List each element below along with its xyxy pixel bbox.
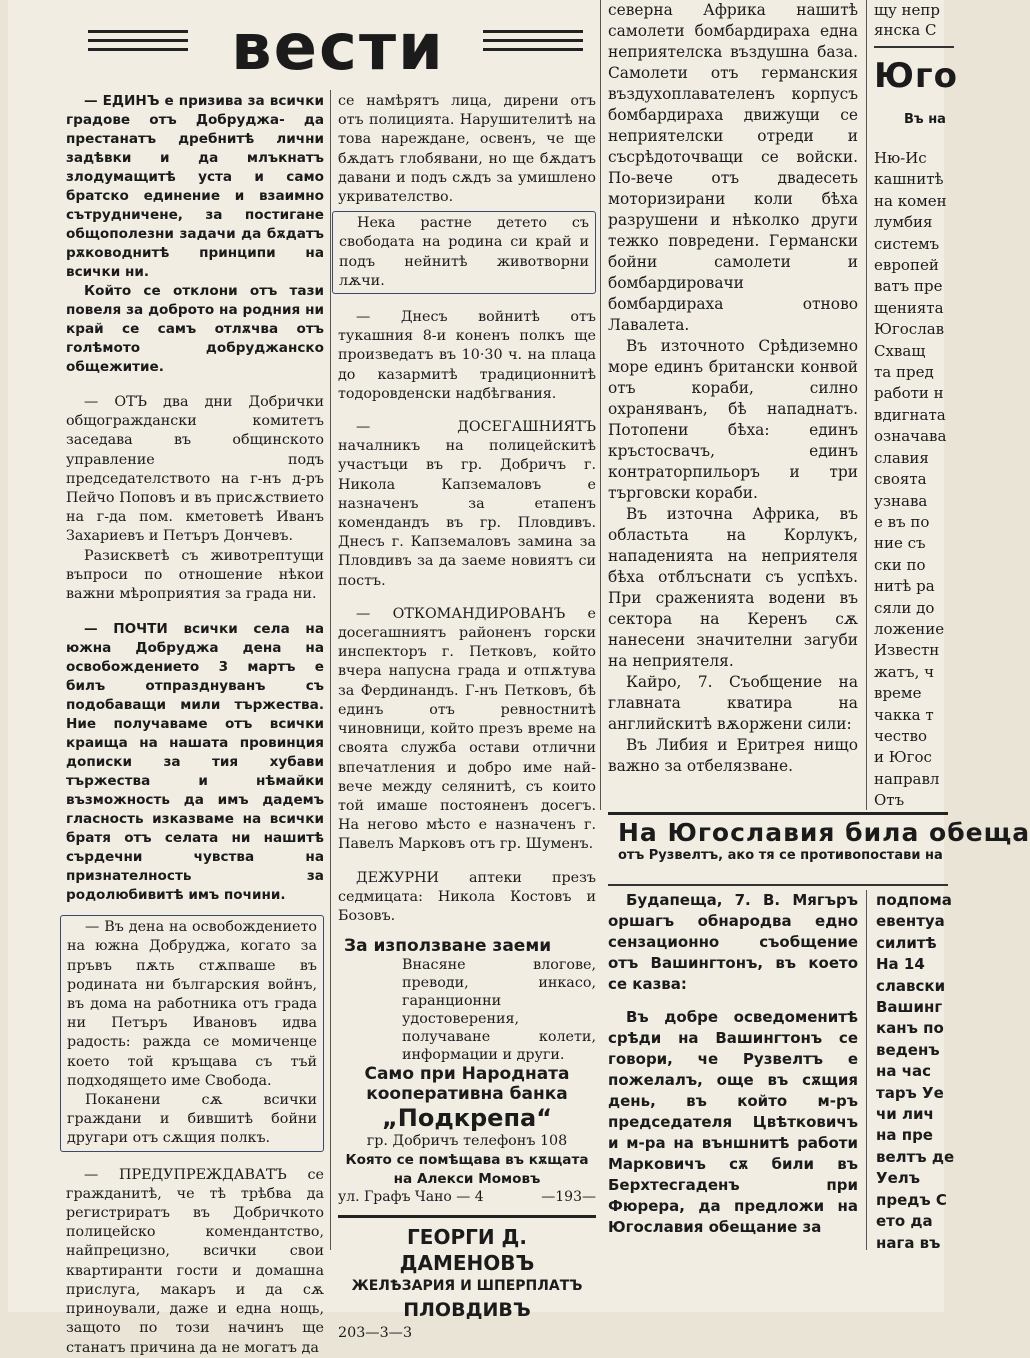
news-item-police-chief: — ДОСЕГАШНИЯТЪ началникъ на полицейскитѣ участъци въ гр. Добричъ г. Никола Капземаловъ е назначенъ за етапенъ комендандъ въ гр. Пловдивъ. Днесъ г. Капземаловъ замина за Пловдивъ за да заеме новиятъ си постъ. bbox=[338, 419, 596, 589]
col4-line: своята bbox=[874, 470, 927, 489]
col4-line: време bbox=[874, 684, 922, 703]
war-report-mediterranean: Въ източното Срѣдиземно море единъ британски конвой отъ кораби, силно охраняванъ, бѣ нападнатъ. Потопени бѣха: единъ кръстосвачъ, единъ контраторпильоръ и три търговски кораби. bbox=[608, 337, 858, 502]
masthead-title: вести bbox=[231, 11, 445, 85]
article-right-line: предъ С bbox=[876, 1190, 947, 1209]
col4-line: щенията bbox=[874, 298, 944, 317]
col4-top-1: щу непр bbox=[874, 1, 941, 19]
col4-rule bbox=[874, 46, 954, 48]
ad-damenov-trade: ЖЕЛѢЗАРИЯ И ШПЕРПЛАТЪ bbox=[351, 1278, 583, 1295]
news-item-svoboda: — Въ дена на освобождението на южна Добруджа, когато за пръвъ пѫть стѫпваше въ родината ни българския войнъ, въ дома на работника отъ града ни Петъръ Ивановъ идва радость: ражда се момиченце което той кръщава съ тъй подходящето име Свобода. bbox=[67, 919, 317, 1089]
article-headline: На Югославия била обеща bbox=[618, 818, 1030, 847]
article-right-line: славски bbox=[876, 976, 946, 995]
article-right-lines bbox=[876, 890, 954, 1254]
col4-lines bbox=[874, 148, 954, 812]
news-item-unity-2: Който се отклони отъ тази повеля за доброто на родния ни край се самъ отлѫчва отъ голѣмото добруджанско общежитие. bbox=[66, 283, 324, 375]
col4-line: системъ bbox=[874, 234, 940, 253]
article-right-line: веденъ bbox=[876, 1040, 940, 1059]
column-divider-2 bbox=[600, 0, 601, 810]
col4-line: славия bbox=[874, 448, 929, 467]
col4-line: на комен bbox=[874, 191, 947, 210]
ad-bank-location: Която се помѣщава въ кѫщата на Алекси Момовъ bbox=[345, 1152, 589, 1188]
col4-line: нитѣ ра bbox=[874, 577, 935, 596]
article-right-line: канъ по bbox=[876, 1019, 944, 1038]
news-item-svoboda-2: Поканени сѫ всички граждани и бившитѣ бойни другари отъ сѫщия полкъ. bbox=[67, 1092, 317, 1147]
boxed-item-svoboda bbox=[60, 915, 324, 1151]
boxed-text-child: Нека растне детето съ свободата на родина си край и подъ нейнитѣ животворни лѫчи. bbox=[339, 215, 589, 289]
article-body: Въ добре осведоменитѣ срѣди на Вашингтонъ се говори, че Рузвелтъ е пожелалъ, още въ сѫщия день, въ който м-ръ председателя Цвѣтковичъ и м-ра на външнитѣ работи Марковичъ сѫ били въ Берхтесгаденъ при Фюрера, да предложи на Югославия обещание за bbox=[608, 1008, 858, 1236]
col4-line: ложение bbox=[874, 619, 945, 638]
col4-line: вдигната bbox=[874, 405, 946, 424]
article-lead: Будапеща, 7. В. Мягъръ оршагъ обнародва едно сензационно съобщение отъ Вашингтонъ, въ което се казва: bbox=[608, 891, 858, 993]
col4-line: Югослав bbox=[874, 320, 945, 339]
newspaper-page bbox=[8, 0, 1030, 1356]
masthead-left-rule bbox=[88, 30, 188, 70]
article-sub-rule bbox=[608, 884, 948, 886]
ad-bank-title: За използване заеми bbox=[344, 936, 552, 957]
masthead bbox=[88, 8, 588, 88]
boxed-item-child bbox=[332, 211, 596, 294]
column-divider bbox=[330, 90, 331, 1250]
col4-top-2: янска С bbox=[874, 21, 937, 39]
war-report-africa: Въ източна Африка, въ областьта на Корлукъ, нападенията на неприятеля бѣха отблъснати съ успѣхъ. При сраженията водени въ сектора на Керенъ сѫ нанесени значителни загуби на неприятеля. bbox=[608, 505, 858, 670]
col4-line: работи н bbox=[874, 384, 944, 403]
news-item-forest-inspector: — ОТКОМАНДИРОВАНЪ е досегашниятъ районенъ горски инспекторъ г. Петковъ, който вчера напусна града и отпѫтува за Фердинандъ. Г-нъ Петковъ, бѣ единъ отъ ревностнитѣ чиновници, който презъ време на своята служба остави отлични впечатления и добро име най-вече между селянитѣ, съ които той имаше постояненъ досегъ. На негово мѣсто е назначенъ г. Павелъ Марковъ отъ гр. Шуменъ. bbox=[338, 605, 596, 853]
col4-line: ски по bbox=[874, 555, 926, 574]
column-divider-3 bbox=[866, 0, 867, 810]
article-right-line: силитѣ bbox=[876, 933, 937, 952]
col4-line: чество bbox=[874, 726, 927, 745]
col4-line: Ню-Ис bbox=[874, 149, 927, 167]
col4-line: та пред bbox=[874, 363, 934, 382]
col4-line: означава bbox=[874, 427, 947, 446]
column-1 bbox=[66, 92, 324, 1358]
col4-line: сяли до bbox=[874, 598, 935, 617]
col4-line: Известн bbox=[874, 641, 940, 660]
article-right-line: подпома bbox=[876, 891, 952, 909]
war-report-top: северна Африка нашитѣ самолети бомбардираха една неприятелска въздушна база. Самолети отъ германския въздухоплавателенъ корпусъ бомбардираха движущи се неприятелски отреди и съсрѣдоточващи се войски. По-вече отъ двадесеть моторизирани коли бѣха разрушени и нѣколко други тежко повредени. Германски бойни самолети и бомбардировачи бомбардираха отново Лавалета. bbox=[608, 1, 858, 334]
masthead-right-rule bbox=[483, 30, 583, 70]
article-divider bbox=[866, 890, 867, 1250]
ad-separator bbox=[338, 1215, 596, 1218]
article-right-line: Вашинг bbox=[876, 998, 943, 1017]
col4-line: лумбия bbox=[874, 213, 933, 232]
article-right-line: таръ Уе bbox=[876, 1083, 944, 1102]
ad-bank-address: гр. Добричъ телефонъ 108 bbox=[366, 1133, 568, 1150]
ad-damenov bbox=[338, 1224, 596, 1343]
column-4 bbox=[874, 0, 959, 810]
news-item-pharmacies: ДЕЖУРНИ аптеки презъ седмицата: Никола Костовъ и Бозовъ. bbox=[338, 869, 596, 924]
article-right-line: ето да bbox=[876, 1212, 933, 1231]
ad-bank-line: Само при Народната кооперативна банка bbox=[364, 1064, 570, 1105]
article-subhead: отъ Рузвелтъ, ако тя се противопостави на bbox=[618, 848, 943, 863]
col4-line: кашнитѣ bbox=[874, 170, 944, 189]
news-item-committee: — ОТЪ два дни Добрички общограждански комитетъ заседава въ общинското управление подъ председателството на г-нъ д-ръ Пейчо Поповъ и въ присѫствието на г-да пом. кметоветѣ Иванъ Захариевъ и Петъръ Дончевъ. bbox=[66, 394, 324, 545]
article-top-rule bbox=[608, 812, 948, 815]
col4-line: узнава bbox=[874, 491, 928, 510]
ad-bank-name: „Подкрепа“ bbox=[381, 1104, 553, 1133]
news-item-races: — Днесъ войнитѣ отъ тукашния 8-и коненъ полкъ ще произведатъ въ 10·30 ч. на плаца до казармитѣ традиционнитѣ тодоровденски надбѣгвания. bbox=[338, 309, 596, 402]
news-item-unity: — ЕДИНЪ е призива за всички градове отъ Добруджа- да престанатъ дребнитѣ лични задѣвки и да млъкнатъ злодумащитѣ уста и само братско единение и взаимно сътрудничене, за постигане общополезни задачи да бѫдатъ рѫководнитѣ принципи на всички ни. bbox=[66, 93, 324, 280]
article-right-line: на пре bbox=[876, 1126, 933, 1145]
ad-bank-body: Внасяне влогове, преводи, инкасо, гаранционни удостоверения, получаване колети, информации и други. bbox=[402, 957, 596, 1064]
col4-line: направл bbox=[874, 769, 940, 788]
article-headline-block bbox=[618, 818, 1030, 864]
war-report-libya: Въ Либия и Еритрея нищо важно за отбелязване. bbox=[608, 736, 858, 775]
news-item-committee-2: Разискветѣ съ животрептущи въпроси по отношение нѣкои важни мѣроприятия за града ни. bbox=[66, 547, 324, 603]
col4-line: жатъ, ч bbox=[874, 662, 935, 681]
article-right-line: евентуа bbox=[876, 912, 945, 931]
news-item-registration: — ПРЕДУПРЕЖДАВАТЪ се гражданитѣ, че тѣ трѣбва да регистриратъ въ Добричкото полицейско комендантство, найпрецизно, всички свои квартиранти гости и домашна прислуга, макаръ и да сѫ приноували, даже и една нощь, защото по този начинъ ще станатъ причина да не могатъ да bbox=[66, 1166, 324, 1356]
column-3 bbox=[608, 0, 858, 808]
article-right-line: велтъ де bbox=[876, 1147, 955, 1166]
col4-subhead: Въ на bbox=[904, 112, 946, 127]
ad-damenov-code: 203—3—3 bbox=[338, 1325, 413, 1342]
news-item-registration-cont: се намѣрятъ лица, дирени отъ отъ полицията. Нарушителитѣ на това нареждане, освенъ, че ще бѫдатъ глобявани, но ще бѫдатъ давани и подъ сѫдъ за умишлено укривателство. bbox=[338, 93, 596, 206]
column-2 bbox=[338, 92, 596, 1344]
col4-line: и Югос bbox=[874, 748, 932, 767]
col4-line: е въ по bbox=[874, 512, 930, 531]
article-column bbox=[608, 890, 858, 1238]
col4-line: ние съ bbox=[874, 534, 926, 553]
ad-bank bbox=[338, 936, 596, 1205]
ad-bank-street: ул. Графъ Чано — 4 bbox=[338, 1189, 484, 1206]
ad-damenov-city: ПЛОВДИВЪ bbox=[403, 1299, 531, 1322]
article-right-line: Уелъ bbox=[876, 1169, 920, 1188]
article-right-line: нага въ bbox=[876, 1233, 941, 1252]
war-report-cairo: Кайро, 7. Съобщение на главната кватира на английскитѣ вѫоржени сили: bbox=[608, 673, 858, 733]
article-right-line: чи лич bbox=[876, 1105, 934, 1124]
col4-line: Схващ bbox=[874, 341, 926, 360]
ad-bank-code: —193— bbox=[541, 1189, 596, 1206]
article-right-column bbox=[876, 890, 954, 1254]
ad-damenov-name: ГЕОРГИ Д. ДАМЕНОВЪ bbox=[399, 1225, 535, 1276]
col4-line: европей bbox=[874, 256, 939, 275]
col4-line: ватъ пре bbox=[874, 277, 943, 296]
news-item-villages: — ПОЧТИ всички села на южна Добруджа дена на освобождението 3 мартъ е билъ отпразднуванъ съ подобаващи мили тържества. Ние получаваме отъ всички краища на нашата провинция дописки за тия хубави тържества и нѣмайки възможность да имъ дадемъ гласность изказваме на всички братя отъ селата ни нашитѣ сърдечни чувства на признателность за родолюбивитѣ имъ почини. bbox=[66, 621, 324, 904]
article-right-line: На 14 bbox=[876, 955, 925, 974]
col4-line: чакка т bbox=[874, 705, 934, 724]
col4-headline: Юго bbox=[874, 56, 959, 96]
col4-line: Отъ bbox=[874, 791, 905, 810]
article-right-line: на час bbox=[876, 1062, 932, 1081]
